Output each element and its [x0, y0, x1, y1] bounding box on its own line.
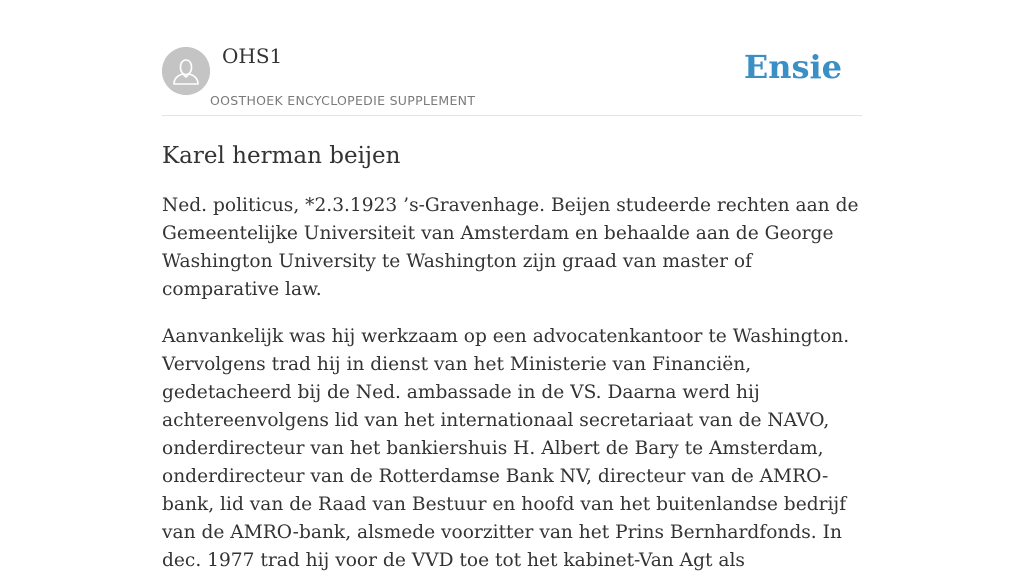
article-title: Karel herman beijen [162, 143, 401, 169]
avatar[interactable] [162, 47, 210, 95]
user-silhouette-icon [162, 47, 210, 95]
article-paragraph: Ned. politicus, *2.3.1923 ’s-Gravenhage. Beijen studeerde rechten aan de Gemeentelijke Universiteit van Amsterdam en behaalde aan de George Washington University te Washington zijn graad van master of comparative law. [162, 195, 859, 300]
header [162, 0, 862, 116]
article [162, 141, 862, 575]
source-label[interactable]: OOSTHOEK ENCYCLOPEDIE SUPPLEMENT [210, 93, 476, 108]
ensie-logo[interactable]: Ensie [743, 48, 842, 86]
author-name[interactable]: OHS1 [222, 44, 283, 68]
article-paragraph: Aanvankelijk was hij werkzaam op een advocatenkantoor te Washington. Vervolgens trad hij in dienst van het Ministerie van Financiën, gedetacheerd bij de Ned. ambassade in de VS. Daarna werd hij achtereenvolgens lid van het internationaal secretariaat van de NAVO, onderdirecteur van het bankiershuis H. Albert de Bary te Amsterdam, onderdirecteur van de Rotterdamse Bank NV, directeur van de AMRO-bank, lid van de Raad van Bestuur en hoofd van het buitenlandse bedrijf van de AMRO-bank, alsmede voorzitter van het Prins Bernhardfonds. In dec. 1977 trad hij voor de VVD toe tot het kabinet-Van Agt als [162, 326, 850, 571]
content-container [162, 0, 862, 575]
